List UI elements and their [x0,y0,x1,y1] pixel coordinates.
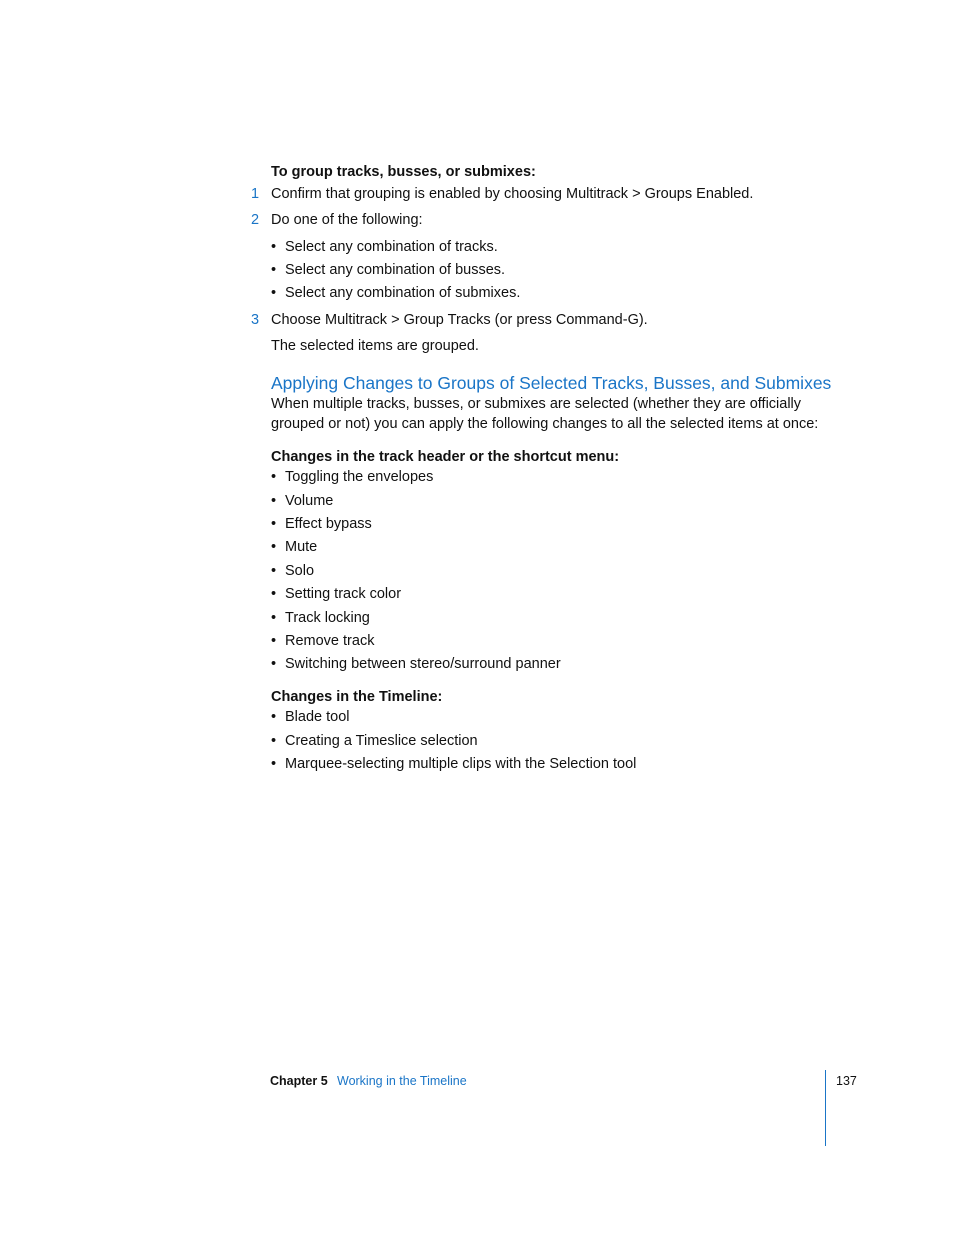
bullet-icon: • [271,733,277,749]
step-text: Confirm that grouping is enabled by choosing Multitrack > Groups Enabled. [271,186,754,202]
list-item-text: Toggling the envelopes [285,469,434,485]
step-text: Do one of the following: [271,212,423,228]
footer-chapter: Chapter 5 [270,1074,328,1088]
subsection-title: Changes in the track header or the shortcut menu: [271,449,620,465]
list-item-text: Marquee-selecting multiple clips with the Selection tool [285,756,637,772]
footer-divider [825,1070,826,1146]
bullet-icon: • [271,262,277,278]
list-item [271,515,372,533]
list-item [271,585,401,603]
list-item-text: Solo [285,563,315,579]
list-item-text: Remove track [285,633,375,649]
step-number: 2 [251,212,260,228]
bullet-icon: • [271,493,277,509]
step-number: 3 [251,312,260,328]
list-item [271,261,505,279]
list-item [271,468,433,486]
list-item [271,655,561,673]
bullet-icon: • [271,516,277,532]
list-item [271,609,370,627]
intro-paragraph-line: When multiple tracks, busses, or submixes are selected (whether they are officially [271,396,802,412]
bullet-icon: • [271,756,277,772]
list-item [271,632,374,650]
list-item [271,492,333,510]
step-text: Choose Multitrack > Group Tracks (or press Command-G). [271,312,648,328]
list-item-text: Setting track color [285,586,402,602]
bullet-icon: • [271,586,277,602]
intro-paragraph-line: grouped or not) you can apply the following changes to all the selected items at once: [271,416,819,432]
list-item-text: Track locking [285,610,370,626]
list-item [271,732,478,750]
procedure-title: To group tracks, busses, or submixes: [271,164,536,180]
list-item [271,755,636,773]
footer-chapter-title: Working in the Timeline [337,1074,467,1088]
section-heading: Applying Changes to Groups of Selected Tracks, Busses, and Submixes [271,373,832,393]
bullet-icon: • [271,239,277,255]
list-item-text: Select any combination of submixes. [285,285,521,301]
step-result: The selected items are grouped. [271,338,479,354]
list-item [271,538,317,556]
list-item [271,284,520,302]
list-item [271,708,350,726]
bullet-icon: • [271,633,277,649]
bullet-icon: • [271,539,277,555]
bullet-icon: • [271,563,277,579]
list-item-text: Select any combination of tracks. [285,239,498,255]
list-item [271,238,498,256]
list-item-text: Effect bypass [285,516,372,532]
bullet-icon: • [271,469,277,485]
bullet-icon: • [271,285,277,301]
list-item-text: Blade tool [285,709,350,725]
step-number: 1 [251,186,260,202]
bullet-icon: • [271,656,277,672]
list-item-text: Creating a Timeslice selection [285,733,478,749]
list-item [271,562,314,580]
bullet-icon: • [271,709,277,725]
list-item-text: Select any combination of busses. [285,262,506,278]
page-number: 137 [836,1074,857,1088]
list-item-text: Switching between stereo/surround panner [285,656,561,672]
list-item-text: Mute [285,539,318,555]
list-item-text: Volume [285,493,334,509]
subsection-title: Changes in the Timeline: [271,689,443,705]
bullet-icon: • [271,610,277,626]
